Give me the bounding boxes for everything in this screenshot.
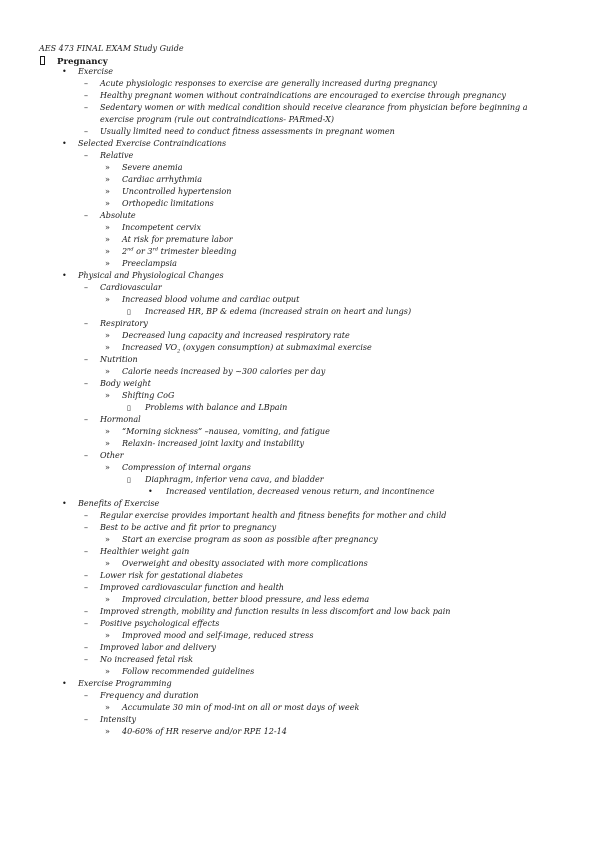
chevron-icon: » — [105, 535, 110, 544]
chevron-icon: » — [105, 187, 110, 196]
outline-item-text: Follow recommended guidelines — [122, 667, 255, 676]
outline-item-text: Improved mood and self-image, reduced stress — [122, 631, 314, 640]
outline-item-level-2 — [0, 414, 595, 426]
outline-item-level-2 — [0, 510, 595, 522]
outline-item-text: Best to be active and fit prior to pregnancy — [100, 523, 277, 532]
outline-item-level-3 — [0, 258, 595, 270]
dash-icon: – — [84, 715, 89, 724]
outline-item-level-3 — [0, 330, 595, 342]
outline-item-text: Improved circulation, better blood pressure, and less edema — [122, 595, 370, 604]
outline-item-text: Overweight and obesity associated with more complications — [122, 559, 368, 568]
box-bullet-icon: ▯ — [127, 476, 131, 484]
chevron-icon: » — [105, 391, 110, 400]
outline-item-level-3 — [0, 234, 595, 246]
outline-item-text: Improved labor and delivery — [100, 643, 216, 652]
outline-item-text: Regular exercise provides important health and fitness benefits for mother and child — [100, 511, 447, 520]
outline-item-text: No increased fetal risk — [100, 655, 194, 664]
dash-icon: – — [84, 319, 89, 328]
dash-icon: – — [84, 607, 89, 616]
outline-item-text: Relaxin- increased joint laxity and instability — [122, 439, 304, 448]
chevron-icon: » — [105, 235, 110, 244]
outline-list — [0, 66, 595, 738]
outline-item-level-2 — [0, 570, 595, 582]
outline-item-text: Problems with balance and LBpain — [145, 403, 288, 412]
outline-item-level-3 — [0, 390, 595, 402]
dash-icon: – — [84, 655, 89, 664]
dash-icon: – — [84, 379, 89, 388]
outline-item-level-3 — [0, 426, 595, 438]
dash-icon: – — [84, 643, 89, 652]
outline-item-level-5 — [0, 486, 595, 498]
chevron-icon: » — [105, 703, 110, 712]
outline-item-text: Absolute — [100, 211, 136, 220]
box-bullet-icon: ▯ — [127, 404, 131, 412]
dash-icon: – — [84, 451, 89, 460]
outline-item-level-3 — [0, 366, 595, 378]
outline-item-text: Hormonal — [100, 415, 141, 424]
outline-item-text: 40-60% of HR reserve and/or RPE 12-14 — [122, 727, 287, 736]
outline-item-text: Frequency and duration — [100, 691, 199, 700]
outline-item-text: Diaphragm, inferior vena cava, and bladder — [145, 475, 324, 484]
dash-icon: – — [84, 91, 89, 100]
dash-icon: – — [84, 583, 89, 592]
outline-item-level-3 — [0, 594, 595, 606]
outline-item-text: Accumulate 30 min of mod-int on all or most days of week — [122, 703, 360, 712]
outline-item-text: At risk for premature labor — [122, 235, 233, 244]
dash-icon: – — [84, 127, 89, 136]
outline-item-text: Decreased lung capacity and increased respiratory rate — [122, 331, 350, 340]
chevron-icon: » — [105, 631, 110, 640]
outline-item-level-3 — [0, 246, 595, 258]
text-fragment: 2 — [177, 348, 181, 355]
outline-item-text: Selected Exercise Contraindications — [78, 139, 227, 148]
outline-item-text — [122, 342, 372, 354]
chevron-icon: » — [105, 259, 110, 268]
outline-item-text: Body weight — [100, 379, 151, 388]
outline-item-level-1 — [0, 498, 595, 510]
outline-item-level-2 — [0, 354, 595, 366]
chevron-icon: » — [105, 247, 110, 256]
outline-item-text: Usually limited need to conduct fitness assessments in pregnant women — [100, 127, 395, 136]
outline-item-text: Compression of internal organs — [122, 463, 251, 472]
chevron-icon: » — [105, 667, 110, 676]
outline-item-level-2 — [0, 282, 595, 294]
outline-item-text: “Morning sickness” –nausea, vomiting, and fatigue — [122, 427, 330, 436]
outline-item-level-2 — [0, 102, 595, 126]
outline-item-level-3 — [0, 702, 595, 714]
chevron-icon: » — [105, 295, 110, 304]
chevron-icon: » — [105, 463, 110, 472]
outline-item-level-3 — [0, 186, 595, 198]
outline-item-text: Exercise — [78, 67, 113, 76]
chevron-icon: » — [105, 727, 110, 736]
outline-item-text: Improved strength, mobility and function results in less discomfort and low back pain — [100, 607, 451, 616]
outline-item-text: Benefits of Exercise — [78, 499, 160, 508]
outline-item-text: Improved cardiovascular function and health — [100, 583, 284, 592]
bullet-icon: • — [62, 679, 67, 688]
outline-item-text: Other — [100, 451, 124, 460]
outline-item-text: Nutrition — [100, 355, 138, 364]
outline-item-level-2 — [0, 126, 595, 138]
outline-item-level-2 — [0, 546, 595, 558]
outline-item-text: Sedentary women or with medical condition should receive clearance from physician before beginning a exercise program (rule out contraindications- PARmed-X) — [100, 103, 528, 124]
outline-item-text: Uncontrolled hypertension — [122, 187, 232, 196]
outline-item-text: Increased ventilation, decreased venous return, and incontinence — [166, 487, 435, 496]
outline-item-text: Healthier weight gain — [100, 547, 190, 556]
outline-item-level-4 — [0, 474, 595, 486]
outline-item-level-2 — [0, 642, 595, 654]
dash-icon: – — [84, 571, 89, 580]
outline-item-level-2 — [0, 582, 595, 594]
chevron-icon: » — [105, 343, 110, 352]
bullet-icon: • — [148, 487, 153, 496]
outline-item-level-3 — [0, 534, 595, 546]
box-bullet-icon: ▯ — [127, 308, 131, 316]
outline-item-text: Exercise Programming — [78, 679, 172, 688]
dash-icon: – — [84, 283, 89, 292]
outline-item-level-3 — [0, 342, 595, 354]
outline-item-text: Relative — [100, 151, 134, 160]
dash-icon: – — [84, 211, 89, 220]
outline-item-text: Intensity — [100, 715, 137, 724]
outline-item-level-2 — [0, 210, 595, 222]
dash-icon: – — [84, 415, 89, 424]
outline-item-level-3 — [0, 558, 595, 570]
chevron-icon: » — [105, 199, 110, 208]
chevron-icon: » — [105, 331, 110, 340]
outline-item-level-3 — [0, 198, 595, 210]
outline-item-level-2 — [0, 150, 595, 162]
chevron-icon: » — [105, 175, 110, 184]
outline-item-level-2 — [0, 714, 595, 726]
chevron-icon: » — [105, 439, 110, 448]
dash-icon: – — [84, 547, 89, 556]
bullet-icon: • — [62, 499, 67, 508]
outline-item-level-2 — [0, 618, 595, 630]
dash-icon: – — [84, 355, 89, 364]
outline-item-text: Shifting CoG — [122, 391, 175, 400]
outline-item-level-2 — [0, 690, 595, 702]
outline-item-level-1 — [0, 66, 595, 78]
outline-item-text: Healthy pregnant women without contraindications are encouraged to exercise through pregnancy — [100, 91, 506, 100]
dash-icon: – — [84, 511, 89, 520]
dash-icon: – — [84, 151, 89, 160]
outline-item-level-3 — [0, 462, 595, 474]
outline-item-text: Increased HR, BP & edema (increased strain on heart and lungs) — [145, 307, 412, 316]
outline-item-level-3 — [0, 666, 595, 678]
outline-item-level-1 — [0, 270, 595, 282]
outline-item-level-3 — [0, 222, 595, 234]
outline-item-level-3 — [0, 294, 595, 306]
outline-item-text: Cardiovascular — [100, 283, 162, 292]
outline-item-text: Respiratory — [100, 319, 148, 328]
outline-item-level-1 — [0, 138, 595, 150]
text-fragment: (oxygen consumption) at submaximal exercise — [180, 343, 372, 352]
outline-item-text: Acute physiologic responses to exercise are generally increased during pregnancy — [100, 79, 438, 88]
text-fragment: 2 — [122, 247, 128, 256]
chevron-icon: » — [105, 163, 110, 172]
outline-item-level-2 — [0, 522, 595, 534]
text-fragment: trimester bleeding — [158, 247, 237, 256]
outline-item-level-3 — [0, 438, 595, 450]
outline-item-text: Start an exercise program as soon as possible after pregnancy — [122, 535, 378, 544]
dash-icon: – — [84, 523, 89, 532]
outline-item-level-3 — [0, 726, 595, 738]
section-title: Pregnancy — [57, 57, 108, 67]
outline-item-text: Incompetent cervix — [122, 223, 201, 232]
outline-item-level-4 — [0, 402, 595, 414]
outline-item-text — [122, 246, 237, 258]
text-fragment: Increased VO — [122, 343, 178, 352]
outline-item-text: Preeclampsia — [122, 259, 177, 268]
dash-icon: – — [84, 103, 89, 112]
chevron-icon: » — [105, 427, 110, 436]
dash-icon: – — [84, 691, 89, 700]
outline-item-level-2 — [0, 378, 595, 390]
outline-item-text: Calorie needs increased by ~300 calories per day — [122, 367, 326, 376]
outline-item-level-2 — [0, 654, 595, 666]
outline-item-text: Physical and Physiological Changes — [78, 271, 224, 280]
outline-item-level-3 — [0, 174, 595, 186]
bullet-icon: • — [62, 67, 67, 76]
outline-item-text: Positive psychological effects — [100, 619, 220, 628]
outline-item-level-2 — [0, 78, 595, 90]
chevron-icon: » — [105, 559, 110, 568]
text-fragment: nd — [127, 246, 134, 253]
outline-item-level-2 — [0, 318, 595, 330]
dash-icon: – — [84, 79, 89, 88]
outline-item-text: Cardiac arrhythmia — [122, 175, 203, 184]
chevron-icon: » — [105, 595, 110, 604]
outline-item-text: Orthopedic limitations — [122, 199, 214, 208]
bullet-icon: • — [62, 271, 67, 280]
outline-item-text: Severe anemia — [122, 163, 183, 172]
text-fragment: or 3 — [133, 247, 153, 256]
chevron-icon: » — [105, 367, 110, 376]
chevron-icon: » — [105, 223, 110, 232]
document-header: AES 473 FINAL EXAM Study Guide — [39, 44, 184, 53]
outline-item-level-3 — [0, 162, 595, 174]
outline-item-level-2 — [0, 450, 595, 462]
text-fragment: rd — [152, 246, 159, 253]
dash-icon: – — [84, 619, 89, 628]
outline-item-level-3 — [0, 630, 595, 642]
bullet-icon: • — [62, 139, 67, 148]
outline-item-text: Lower risk for gestational diabetes — [100, 571, 243, 580]
outline-item-text: Increased blood volume and cardiac output — [122, 295, 300, 304]
outline-item-level-2 — [0, 606, 595, 618]
outline-item-level-2 — [0, 90, 595, 102]
outline-item-level-4 — [0, 306, 595, 318]
outline-item-level-1 — [0, 678, 595, 690]
checkbox-bullet-icon — [40, 56, 45, 65]
